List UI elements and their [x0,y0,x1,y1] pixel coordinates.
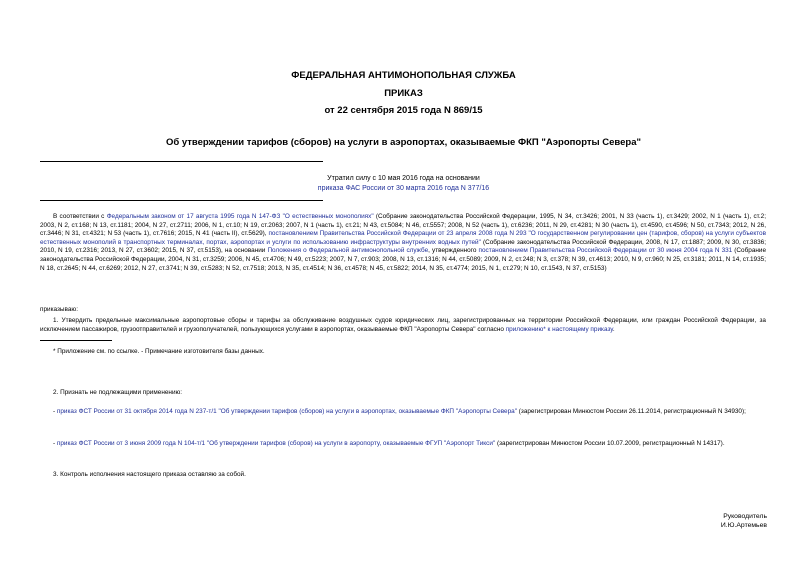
preamble-text-4: , утвержденного [428,247,479,255]
date-number-heading: от 22 сентября 2015 года N 869/15 [324,105,483,116]
item-2b-text: (зарегистрирован Минюстом России 10.07.2009, регистрационный N 14317). [495,440,725,447]
appendix-link[interactable]: приложению* к настоящему приказу [505,325,613,333]
government-decree-293-link[interactable]: постановлением Правительства Российской Федерации от 23 апреля 2008 года N 293 "О государственном регулировании цен (тарифов, сборов) на услуги субъектов естественных монополий в транспортных терминалах, портах, аэропортах и услуги по использованию инфраструктуры внутренних водных путей" [40,230,767,246]
fst-order-237-link[interactable]: приказ ФСТ России от 31 октября 2014 года N 237-т/1 "Об утверждении тарифов (сборов) на услуги в аэропортах, оказываемые ФКП "Аэропорты Севера" [56,408,517,415]
item-3-paragraph: 3. Контроль исполнения настоящего приказа оставляю за собой. [53,471,246,478]
federal-law-link[interactable]: Федеральным законом от 17 августа 1995 года N 147-ФЗ "О естественных монополиях" [106,213,374,220]
item-2-paragraph: 2. Признать не подлежащими применению: [53,389,183,396]
item-1-text-1: 1. Утвердить предельные максимальные аэропортовые сборы и тарифы за обслуживание воздушных судов юридических лиц, зарегистрированных на территории Российской Федерации, или граждан Российской Федерации, за исключением пассажиров, грузоотправителей и грузополучателей, пользующихся услугами в аэропортах, оказываемые ФКП "Аэропорты Севера" согласно [40,317,766,333]
footnote: * Приложение см. по ссылке. - Примечание изготовителя базы данных. [53,348,265,355]
item-2a-dash: - [53,408,57,415]
preamble-text-5: (Собрание законодательства Российской Федерации, 2004, N 31, ст.3259; 2006, N 45, ст.4706; N 49, ст.5223; 2007, N 7, ст.903; 2008, N 13, ст.1316; N 44, ст.5089; 2009, N 2, ст.248; N 3, ст.378; N 39, ст.4613; 2010, N 9, ст.960; N 25, ст.3181; 2011, N 14, ст.1935; N 18, ст.2645; N 44, ст.6269; 2012, N 27, ст.3741; N 39, ст.5283; N 52, ст.7518; 2013, N 35, ст.4514; N 36, ст.4578; N 45, ст.5822; 2014, N 35, ст.4774; 2015, N 1, ст.279; N 10, ст.1543, N 37, ст.5153) [40,247,767,272]
preamble-text-2: (Собрание законодательства Российской Федерации, 1995, N 34, ст.3426; 2001, N 33 (часть 1), ст.3429; 2002, N 1 (часть 1), ст.2; 2003, N 2, ст.168; N 13, ст.1181; 2004, N 27, ст.2711; 2006, N 1, ст.10; N 19, ст.2063; 2007, N 1 (часть 1), ст.21; N 43, ст.5084; N 46, ст.5557; 2008, N 52 (часть 1), ст.6236; 2011, N 29, ст.4281; N 30 (часть 1), ст.4590, ст.4596; N 50, ст.7343; 2012, N 26, ст.3446; N 31, ст.4321; N 53 (часть 1), ст.7616; 2015, N 41 (часть II), ст.5629), [40,213,767,238]
government-decree-331-link[interactable]: постановлением Правительства Российской Федерации от 30 июня 2004 года N 331 [478,247,733,255]
footnote-separator [40,340,112,341]
fst-order-104-link[interactable]: приказ ФСТ России от 3 июня 2009 года N 104-т/1 "Об утверждении тарифов (сборов) на услуги в аэропорту, оказываемые ФГУП "Аэропорт Тикси" [56,440,496,447]
item-1-paragraph [40,317,766,334]
subject-heading: Об утверждении тарифов (сборов) на услуги в аэропортах, оказываемые ФКП "Аэропорты Севера" [165,137,642,148]
item-2b-paragraph [40,440,766,449]
item-2a-paragraph [40,408,766,417]
repeal-order-link[interactable]: приказа ФАС России от 30 марта 2016 года N 377/16 [317,185,490,192]
separator-top [40,161,323,162]
fas-regulation-link[interactable]: Положения о Федеральной антимонопольной службе [267,247,429,255]
agency-heading: ФЕДЕРАЛЬНАЯ АНТИМОНОПОЛЬНАЯ СЛУЖБА [291,70,516,81]
status-link-row [0,184,807,193]
separator-bottom [40,200,323,201]
status-note: Утратил силу с 10 мая 2016 года на основании [327,175,480,182]
preamble-text-1: В соответствии с [53,213,107,220]
item-1-text-2: . [612,325,615,333]
signature-name: И.Ю.Артемьев [720,522,767,529]
preamble-text-3: (Собрание законодательства Российской Федерации, 2008, N 17, ст.1887; 2009, N 30, ст.3836; 2010, N 19, ст.2316; 2013, N 27, ст.3602; 2015, N 37, ст.5153), на основании [40,238,767,255]
doc-type-heading: ПРИКАЗ [384,88,423,99]
order-word: приказываю: [40,306,78,313]
signature-title: Руководитель [723,513,767,520]
item-2b-dash: - [53,440,57,447]
preamble-paragraph [40,213,766,273]
item-2a-text: (зарегистрирован Минюстом России 26.11.2014, регистрационный N 34930); [516,408,746,415]
